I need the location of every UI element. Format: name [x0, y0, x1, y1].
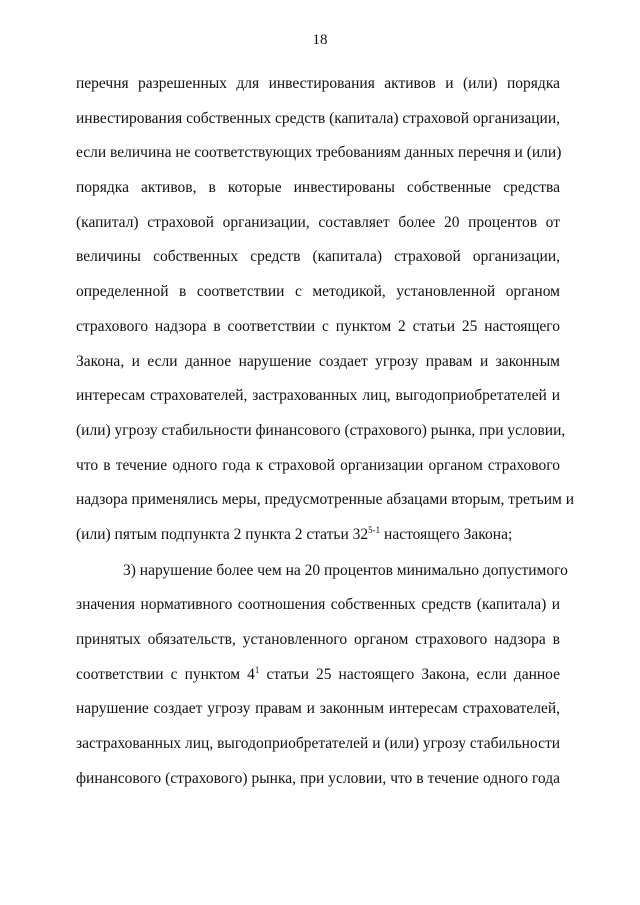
- text-line: инвестирования собственных средств (капитала) страховой организации,: [76, 109, 561, 127]
- text-fragment: статьи 25 настоящего Закона, если данное: [259, 665, 560, 683]
- text-line: Закона, и если данное нарушение создает угрозу правам и законным: [76, 352, 560, 370]
- text-line: значения нормативного соотношения собственных средств (капитала) и: [76, 596, 560, 614]
- text-line: принятых обязательств, установленного органом страхового надзора в: [76, 631, 560, 648]
- text-line: определенной в соответствии с методикой, установленной органом: [76, 283, 560, 301]
- text-line: [76, 518, 560, 553]
- text-fragment: соответствии с пунктом 4: [76, 665, 255, 683]
- text-line: величины собственных средств (капитала) страховой организации,: [76, 248, 560, 266]
- document-body: [76, 67, 574, 796]
- text-line: нарушение создает угрозу правам и законным интересам страхователей,: [76, 700, 560, 718]
- text-line: интересам страхователей, застрахованных лиц, выгодоприобретателей и: [76, 387, 560, 405]
- superscript: 1: [254, 664, 260, 675]
- page-number: 18: [312, 32, 328, 48]
- text-line: надзора применялись меры, предусмотренные абзацами вторым, третьим и: [76, 491, 574, 509]
- paragraph-2: [76, 554, 568, 797]
- text-line: 3) нарушение более чем на 20 процентов минимально допустимого: [123, 561, 568, 579]
- text-fragment: настоящего Закона;: [380, 525, 513, 543]
- text-line: перечня разрешенных для инвестирования активов и (или) порядка: [76, 75, 560, 92]
- text-line: [76, 658, 560, 693]
- text-line: что в течение одного года к страховой организации органом страхового: [76, 456, 560, 474]
- text-fragment: (или) пятым подпункта 2 пункта 2 статьи 32: [76, 525, 369, 543]
- text-line: застрахованных лиц, выгодоприобретателей и (или) угрозу стабильности: [76, 735, 561, 753]
- text-line: страхового надзора в соответствии с пунктом 2 статьи 25 настоящего: [76, 317, 560, 335]
- text-line: порядка активов, в которые инвестированы собственные средства: [76, 179, 560, 197]
- paragraph-1: [76, 67, 574, 553]
- text-line: (капитал) страховой организации, составляет более 20 процентов от: [76, 213, 560, 231]
- text-line: финансового (страхового) рынка, при условии, что в течение одного года: [76, 769, 560, 787]
- text-line: если величина не соответствующих требованиям данных перечня и (или): [76, 144, 562, 162]
- text-line: (или) угрозу стабильности финансового (страхового) рынка, при условии,: [76, 421, 566, 439]
- superscript: 5-1: [368, 524, 381, 535]
